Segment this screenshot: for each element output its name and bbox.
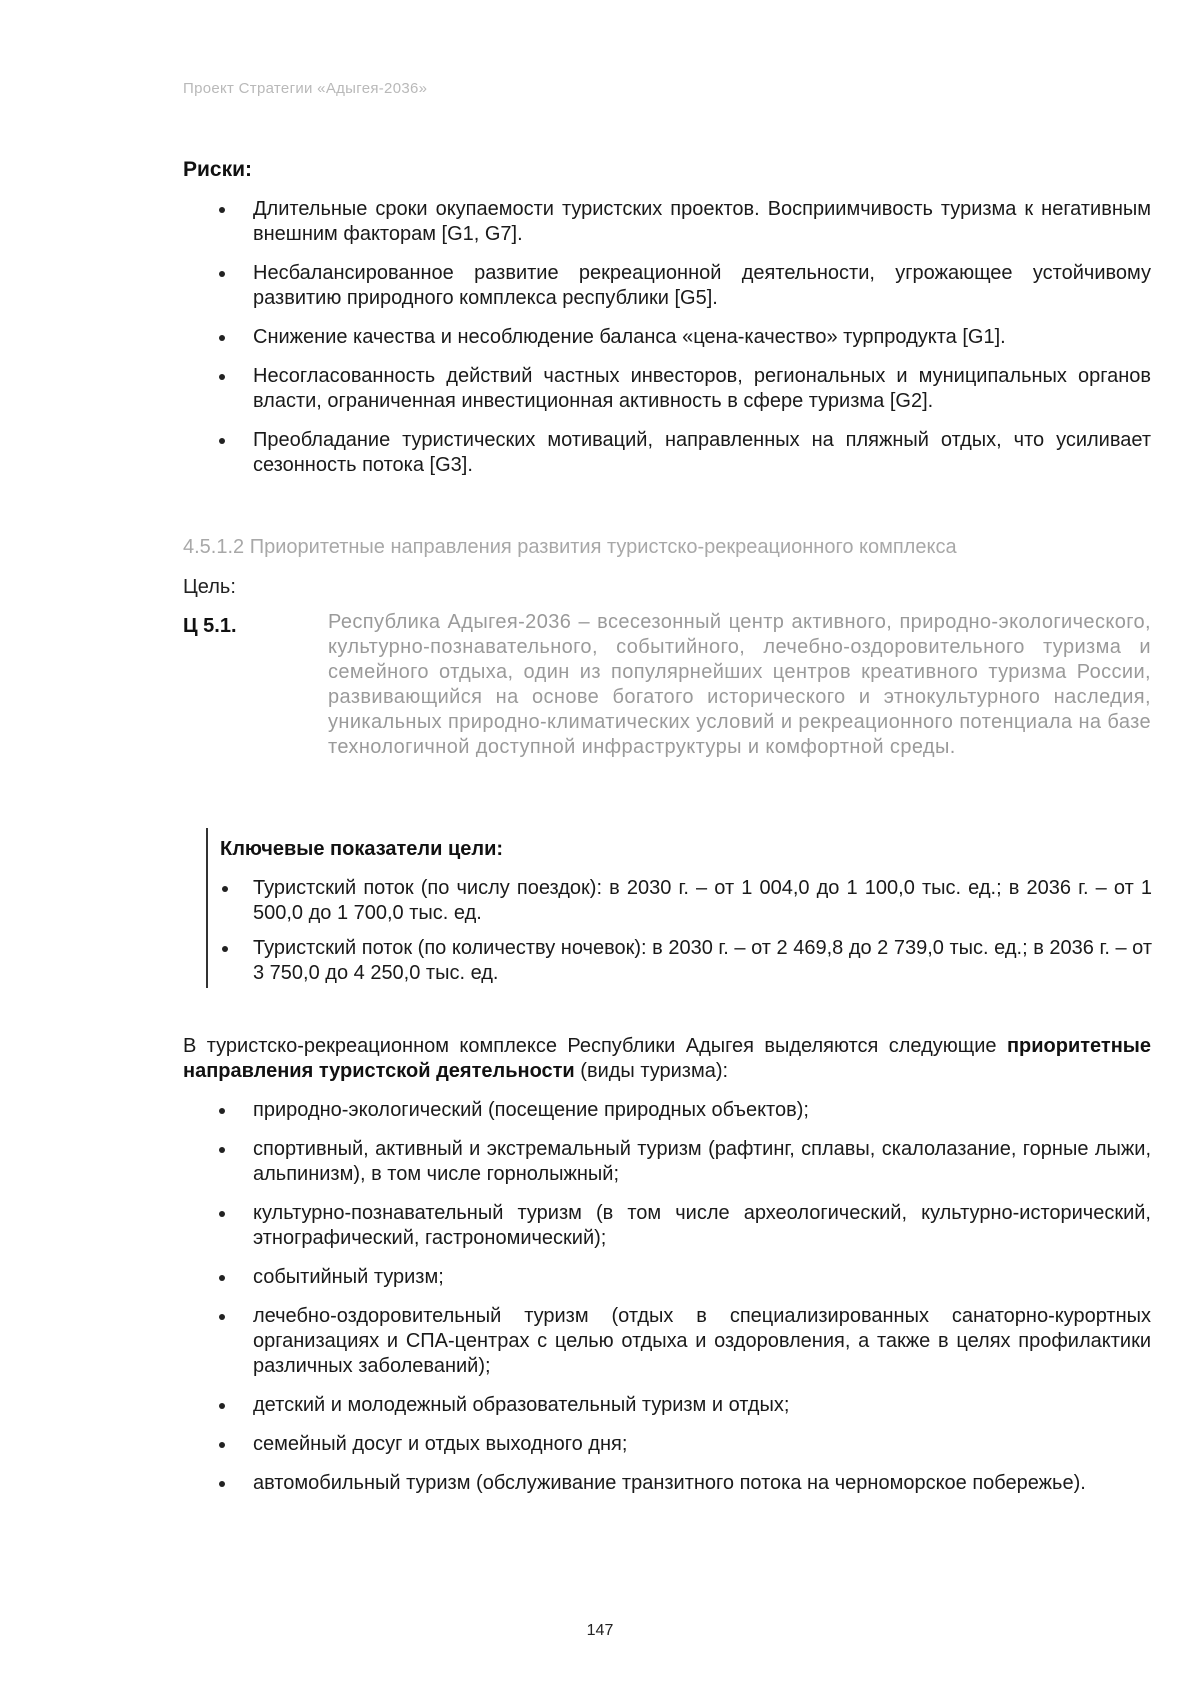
list-item [183, 1393, 1151, 1418]
list-item [183, 261, 1151, 311]
list-item [183, 325, 1151, 350]
list-item-text: спортивный, активный и экстремальный туризм (рафтинг, сплавы, скалолазание, горные лыжи, альпинизм), в том числе горнолыжный; [253, 1138, 1151, 1185]
list-item-text: семейный досуг и отдых выходного дня; [253, 1433, 628, 1455]
bullet-icon [219, 271, 225, 277]
risks-list [183, 197, 1151, 492]
list-item-text: Снижение качества и несоблюдение баланса «цена-качество» турпродукта [G1]. [253, 326, 1006, 348]
intro-text: В туристско-рекреационном комплексе Республики Адыгея выделяются следующие [183, 1035, 1007, 1057]
bullet-icon [219, 374, 225, 380]
page-number: 147 [586, 1622, 614, 1639]
list-item-text: лечебно-оздоровительный туризм (отдых в специализированных санаторно-курортных организациях и СПА-центрах с целью отдыха и оздоровления, а также в целях профилактики различных заболеваний); [253, 1305, 1151, 1377]
bullet-icon [219, 1314, 225, 1320]
bullet-icon [219, 1108, 225, 1114]
bullet-icon [219, 1211, 225, 1217]
bullet-icon [219, 1403, 225, 1409]
bullet-icon [222, 886, 228, 892]
list-item [183, 1265, 1151, 1290]
intro-text-end: (виды туризма): [574, 1060, 729, 1082]
risks-heading: Риски: [183, 158, 253, 181]
bullet-icon [219, 207, 225, 213]
indicators-heading: Ключевые показатели цели: [220, 838, 504, 860]
bullet-icon [219, 1442, 225, 1448]
list-item-text: культурно-познавательный туризм (в том числе археологический, культурно-исторический, этнографический, гастрономический); [253, 1202, 1151, 1249]
list-item [183, 1201, 1151, 1251]
list-item-text: событийный туризм; [253, 1266, 444, 1288]
list-item-text: Туристский поток (по количеству ночевок): в 2030 г. – от 2 469,8 до 2 739,0 тыс. ед.; в 2036 г. – от 3 750,0 до 4 250,0 тыс. ед. [253, 937, 1152, 984]
list-item-text: Несбалансированное развитие рекреационной деятельности, угрожающее устойчивому развитию природного комплекса республики [G5]. [253, 262, 1151, 309]
bullet-icon [219, 438, 225, 444]
bullet-icon [219, 1481, 225, 1487]
list-item-text: Преобладание туристических мотиваций, направленных на пляжный отдых, что усиливает сезонность потока [G3]. [253, 429, 1151, 476]
running-header: Проект Стратегии «Адыгея-2036» [183, 80, 428, 97]
list-item [206, 876, 1152, 926]
list-item-text: автомобильный туризм (обслуживание транзитного потока на черноморское побережье). [253, 1472, 1086, 1494]
goal-label: Цель: [183, 576, 236, 598]
list-item [183, 1137, 1151, 1187]
list-item [183, 364, 1151, 414]
bullet-icon [219, 335, 225, 341]
list-item [183, 197, 1151, 247]
list-item [183, 1432, 1151, 1457]
bullet-icon [219, 1275, 225, 1281]
directions-list [183, 1098, 1151, 1510]
bullet-icon [219, 1147, 225, 1153]
subsection-heading [183, 536, 957, 559]
list-item [183, 1304, 1151, 1379]
goal-statement: Республика Адыгея-2036 – всесезонный центр активного, природно-экологического, культурно-познавательного, событийного, лечебно-оздоровительного туризма и семейного отдыха, один из популярнейших центров креативного туризма России, развивающийся на основе богатого исторического и этнокультурного наследия, уникальных природно-климатических условий и рекреационного потенциала на базе технологичной доступной инфраструктуры и комфортной среды. [328, 611, 1151, 758]
list-item [206, 936, 1152, 986]
list-item-text: Несогласованность действий частных инвесторов, региональных и муниципальных органов власти, ограниченная инвестиционная активность в сфере туризма [G2]. [253, 365, 1151, 412]
indicators-list [206, 876, 1152, 996]
bullet-icon [222, 946, 228, 952]
list-item [183, 1471, 1151, 1496]
intro-emphasis: приоритетные направления туристской деятельности [183, 1035, 1151, 1082]
directions-intro [183, 1034, 1151, 1084]
list-item [183, 428, 1151, 478]
goal-code: Ц 5.1. [183, 615, 237, 637]
list-item [183, 1098, 1151, 1123]
list-item-text: детский и молодежный образовательный туризм и отдых; [253, 1394, 790, 1416]
subsection-title: Приоритетные направления развития туристско-рекреационного комплекса [249, 536, 957, 558]
list-item-text: Длительные сроки окупаемости туристских проектов. Восприимчивость туризма к негативным внешним факторам [G1, G7]. [253, 198, 1151, 245]
subsection-number: 4.5.1.2 [183, 536, 245, 558]
list-item-text: природно-экологический (посещение природных объектов); [253, 1099, 809, 1121]
list-item-text: Туристский поток (по числу поездок): в 2030 г. – от 1 004,0 до 1 100,0 тыс. ед.; в 2036 г. – от 1 500,0 до 1 700,0 тыс. ед. [253, 877, 1152, 924]
